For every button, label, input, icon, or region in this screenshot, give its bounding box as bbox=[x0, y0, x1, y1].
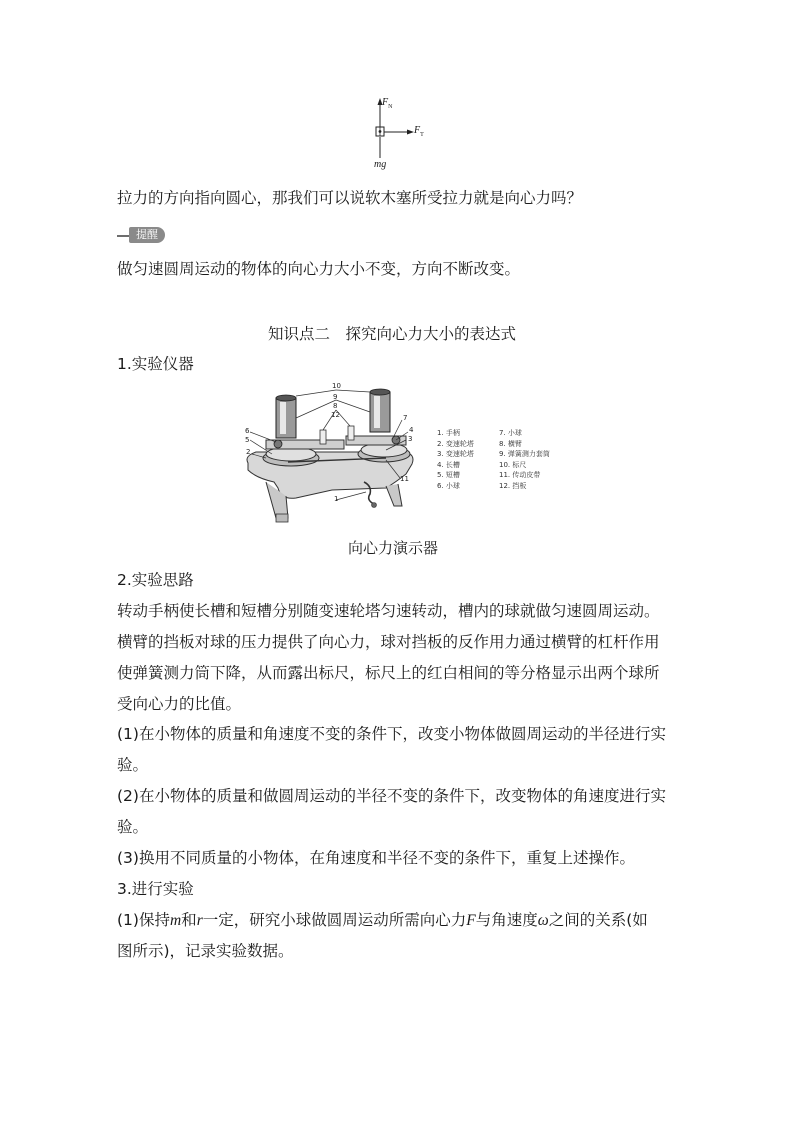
fn-label: $F_N$ bbox=[382, 97, 393, 110]
tension-arrowhead bbox=[407, 130, 414, 135]
heading-apparatus: 1.实验仪器 bbox=[117, 355, 194, 373]
legend-row: 5. 短槽 11. 传动皮带 bbox=[437, 471, 541, 480]
heading-conduct-experiment: 3.进行实验 bbox=[117, 880, 194, 898]
legend-row: 6. 小球 12. 挡板 bbox=[437, 481, 527, 490]
apparatus-callouts: 10 9 8 12 7 6 5 2 4 3 11 1 bbox=[245, 382, 414, 503]
paragraph-line: (2)在小物体的质量和做圆周运动的半径不变的条件下，改变物体的角速度进行实 bbox=[117, 787, 666, 805]
question-text: 拉力的方向指向圆心，那我们可以说软木塞所受拉力就是向心力吗？ bbox=[117, 189, 583, 207]
paragraph-line: 转动手柄使长槽和短槽分别随变速轮塔匀速转动，槽内的球就做匀速圆周运动。 bbox=[117, 602, 660, 620]
paragraph-line: 受向心力的比值。 bbox=[117, 695, 242, 713]
step1-line1: (1)保持m和r一定，研究小球做圆周运动所需向心力F与角速度ω之间的关系(如 bbox=[117, 911, 648, 929]
legend-row: 2. 变速轮塔 8. 横臂 bbox=[437, 439, 522, 448]
hint-text: 做匀速圆周运动的物体的向心力大小不变，方向不断改变。 bbox=[117, 260, 521, 278]
paragraph-line: 验。 bbox=[117, 756, 149, 774]
paragraph-line: 验。 bbox=[117, 818, 149, 836]
ft-label: $F_T$ bbox=[414, 125, 424, 138]
paragraph-line: (3)换用不同质量的小物体，在角速度和半径不变的条件下，重复上述操作。 bbox=[117, 849, 635, 867]
heading-experiment-idea: 2.实验思路 bbox=[117, 571, 194, 589]
hint-label: 提醒 bbox=[129, 227, 165, 243]
legend-row: 3. 变速轮塔 9. 弹簧测力套筒 bbox=[437, 450, 550, 459]
mg-label: mg bbox=[374, 159, 387, 170]
legend-row: 4. 长槽 10. 标尺 bbox=[437, 460, 527, 469]
section-title: 知识点二 探究向心力大小的表达式 bbox=[268, 325, 517, 343]
legend-row: 1. 手柄 7. 小球 bbox=[437, 429, 522, 437]
hint-badge bbox=[117, 227, 165, 243]
paragraph-line: 使弹簧测力筒下降，从而露出标尺，标尺上的红白相间的等分格显示出两个球所 bbox=[117, 664, 660, 682]
figure-caption: 向心力演示器 bbox=[348, 539, 439, 557]
paragraph-line: (1)在小物体的质量和角速度不变的条件下，改变小物体做圆周运动的半径进行实 bbox=[117, 725, 666, 743]
step1-line2: 图所示)，记录实验数据。 bbox=[117, 942, 294, 960]
apparatus-legend bbox=[437, 428, 562, 492]
paragraph-line: 横臂的挡板对球的压力提供了向心力，球对挡板的反作用力通过横臂的杠杆作用 bbox=[117, 633, 660, 651]
